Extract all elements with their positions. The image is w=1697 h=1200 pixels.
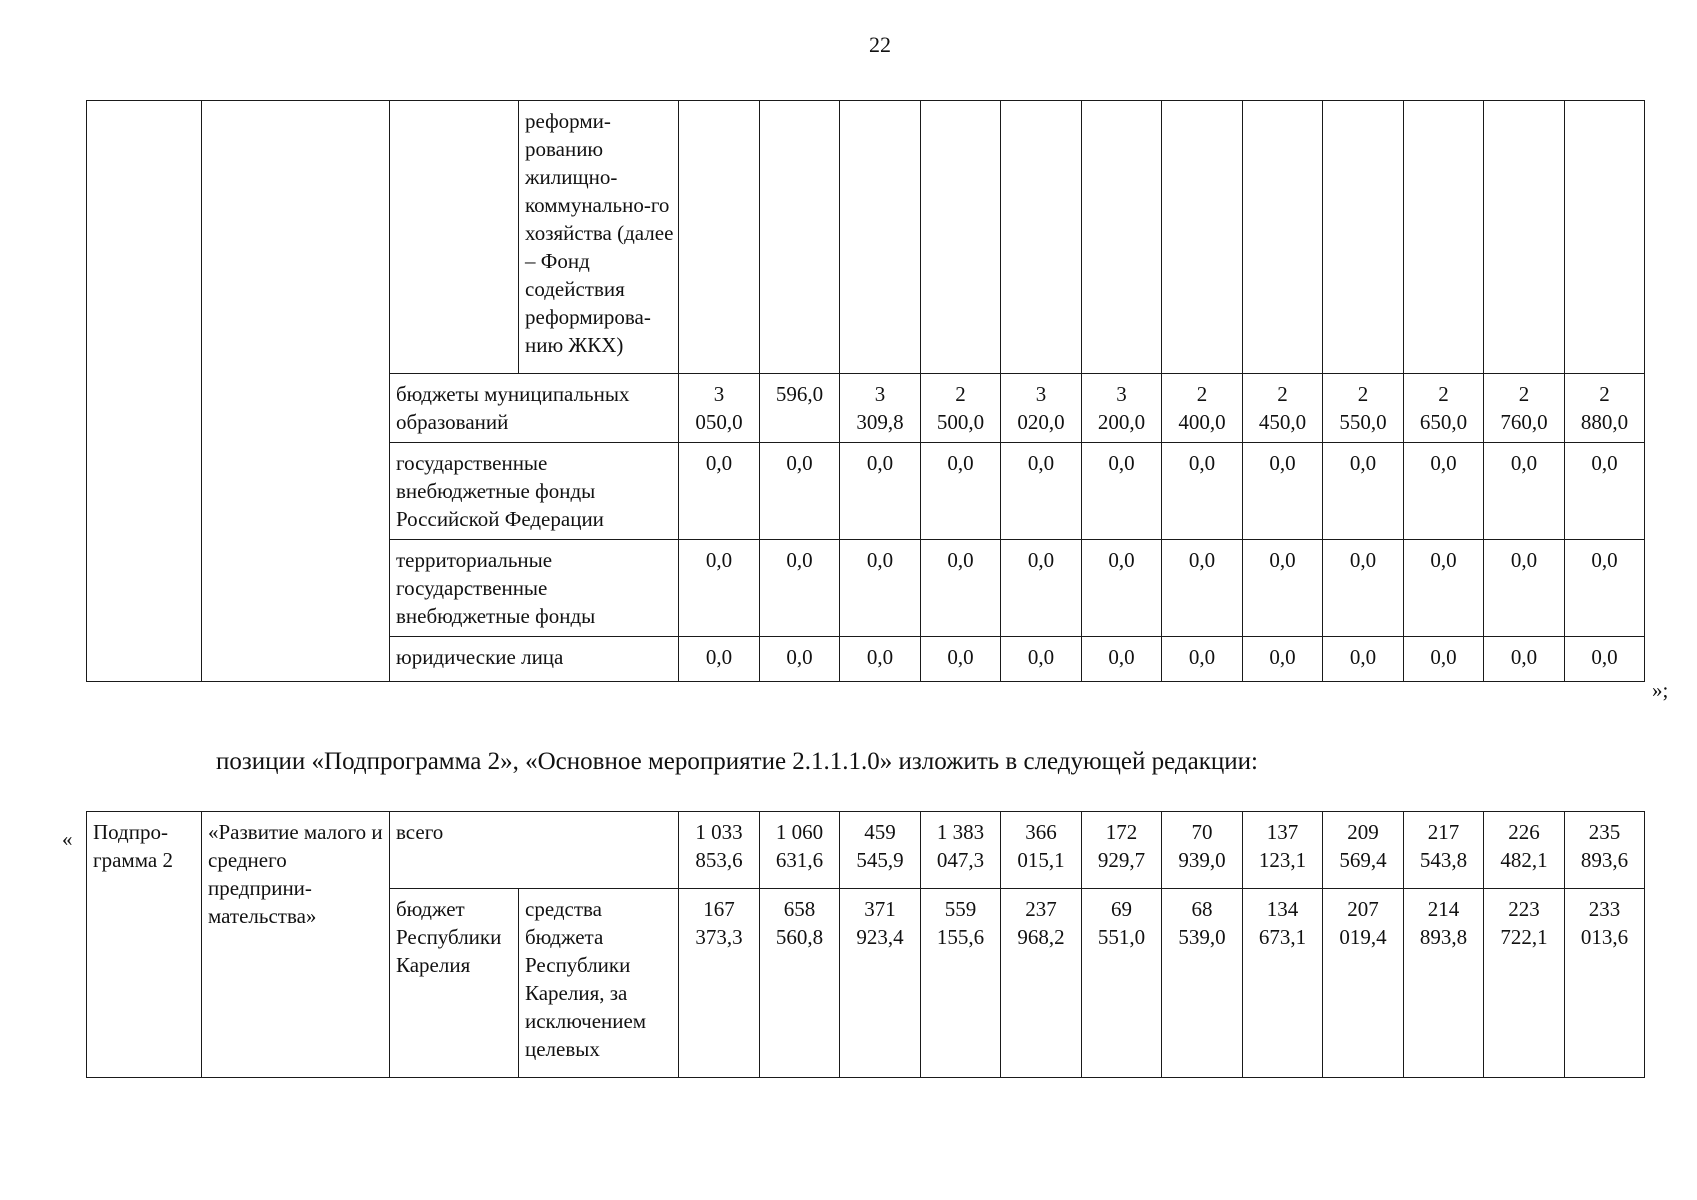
source-cell xyxy=(390,374,679,443)
value-line: 0,0 xyxy=(1349,451,1377,475)
value-line: 0,0 xyxy=(1027,645,1055,669)
value-cell xyxy=(1243,812,1323,889)
page-number: 22 xyxy=(869,32,891,57)
value-line: 550,0 xyxy=(1339,410,1387,434)
value-line: 366 xyxy=(1025,820,1057,844)
subprogram-name-cell xyxy=(87,812,202,1078)
value-cell xyxy=(1404,374,1484,443)
value-line: 207 xyxy=(1347,897,1379,921)
value-line: 0,0 xyxy=(1027,548,1055,572)
value-line: 893,8 xyxy=(1419,925,1468,949)
value-cell xyxy=(1243,443,1323,540)
value-line: 559 xyxy=(944,897,977,921)
value-line: 0,0 xyxy=(1591,645,1618,669)
value-line: 560,8 xyxy=(775,925,824,949)
value-line: 596,0 xyxy=(775,382,824,406)
value-cell xyxy=(921,540,1001,637)
value-cell xyxy=(921,812,1001,889)
value-line: 658 xyxy=(783,897,816,921)
empty-cell xyxy=(1162,101,1243,374)
value-cell xyxy=(1082,374,1162,443)
value-line: 0,0 xyxy=(1430,548,1457,572)
value-line: 0,0 xyxy=(786,645,813,669)
source-cell xyxy=(390,812,679,889)
value-cell xyxy=(840,540,921,637)
empty-cell xyxy=(1082,101,1162,374)
value-line: 134 xyxy=(1266,897,1299,921)
value-line: 233 xyxy=(1588,897,1621,921)
value-line: 880,0 xyxy=(1580,410,1629,434)
value-cell xyxy=(840,374,921,443)
value-line: 3 xyxy=(874,382,886,406)
value-cell xyxy=(1162,889,1243,1078)
value-line: 3 xyxy=(1035,382,1047,406)
value-line: 400,0 xyxy=(1178,410,1226,434)
value-line: 0,0 xyxy=(1188,548,1216,572)
value-line: 0,0 xyxy=(1108,645,1135,669)
value-cell xyxy=(679,637,760,682)
value-line: 226 xyxy=(1508,820,1540,844)
source-cell xyxy=(390,889,519,1078)
empty-cell xyxy=(390,101,519,374)
value-line: 0,0 xyxy=(1510,451,1538,475)
value-line: 543,8 xyxy=(1419,848,1468,872)
value-line: 0,0 xyxy=(1188,645,1216,669)
value-line: 237 xyxy=(1025,897,1057,921)
value-cell xyxy=(760,443,840,540)
value-cell xyxy=(1404,540,1484,637)
opening-quote: « xyxy=(62,827,73,851)
value-line: 1 383 xyxy=(936,820,985,844)
value-cell xyxy=(679,443,760,540)
value-cell xyxy=(1001,889,1082,1078)
value-line: 929,7 xyxy=(1097,848,1146,872)
table-row xyxy=(87,812,1645,889)
value-line: 0,0 xyxy=(1430,645,1457,669)
value-line: 172 xyxy=(1105,820,1138,844)
value-cell xyxy=(1243,889,1323,1078)
value-line: 923,4 xyxy=(856,925,904,949)
value-cell xyxy=(1404,637,1484,682)
source-cell xyxy=(390,637,679,682)
value-cell xyxy=(1484,889,1565,1078)
value-cell xyxy=(1323,540,1404,637)
empty-cell xyxy=(921,101,1001,374)
value-cell xyxy=(1001,540,1082,637)
value-line: 217 xyxy=(1427,820,1460,844)
value-line: 0,0 xyxy=(1188,451,1216,475)
value-cell xyxy=(679,812,760,889)
empty-cell xyxy=(1484,101,1565,374)
empty-cell xyxy=(202,101,390,682)
value-cell xyxy=(1484,637,1565,682)
value-cell xyxy=(921,889,1001,1078)
value-cell xyxy=(1484,374,1565,443)
value-line: 939,0 xyxy=(1178,848,1226,872)
empty-cell xyxy=(1001,101,1082,374)
value-line: 223 xyxy=(1508,897,1540,921)
value-cell xyxy=(1162,812,1243,889)
value-line: 155,6 xyxy=(936,925,985,949)
value-cell xyxy=(1001,443,1082,540)
instruction-text: позиции «Подпрограмма 2», «Основное мероприятие 2.1.1.1.0» изложить в следующей редакции: xyxy=(216,748,1258,775)
budget-table-continuation xyxy=(86,100,1645,682)
value-cell xyxy=(760,637,840,682)
value-cell xyxy=(1162,540,1243,637)
value-line: 0,0 xyxy=(705,645,733,669)
empty-cell xyxy=(840,101,921,374)
value-cell xyxy=(1484,443,1565,540)
value-line: 539,0 xyxy=(1178,925,1226,949)
value-line: 0,0 xyxy=(1108,548,1135,572)
value-cell xyxy=(1162,374,1243,443)
value-line: 200,0 xyxy=(1097,410,1146,434)
value-line: 0,0 xyxy=(1269,645,1296,669)
empty-cell xyxy=(1565,101,1645,374)
value-line: 0,0 xyxy=(947,451,974,475)
value-cell xyxy=(1001,374,1082,443)
value-line: 013,6 xyxy=(1580,925,1629,949)
value-cell xyxy=(1565,812,1645,889)
source-cell xyxy=(390,540,679,637)
value-line: 235 xyxy=(1588,820,1621,844)
value-line: 1 033 xyxy=(695,820,743,844)
value-cell xyxy=(1162,637,1243,682)
empty-cell xyxy=(1323,101,1404,374)
value-line: 167 xyxy=(703,897,735,921)
source-detail-cell xyxy=(519,889,679,1078)
value-cell xyxy=(1243,637,1323,682)
value-line: 0,0 xyxy=(1349,645,1377,669)
value-line: 722,1 xyxy=(1500,925,1548,949)
value-line: 0,0 xyxy=(786,548,813,572)
value-line: 214 xyxy=(1427,897,1460,921)
value-line: 631,6 xyxy=(775,848,824,872)
value-line: 853,6 xyxy=(695,848,743,872)
value-line: 2 xyxy=(1438,382,1449,406)
value-cell xyxy=(1484,812,1565,889)
table-row xyxy=(87,101,1645,374)
value-cell xyxy=(679,374,760,443)
value-line: 2 xyxy=(1196,382,1208,406)
value-line: 69 xyxy=(1111,897,1132,921)
value-cell xyxy=(760,374,840,443)
value-line: 0,0 xyxy=(705,548,733,572)
empty-cell xyxy=(1243,101,1323,374)
value-line: 459 xyxy=(864,820,896,844)
source-label: бюджет Республики Карелия xyxy=(396,897,502,977)
value-line: 0,0 xyxy=(1430,451,1457,475)
value-cell xyxy=(1323,637,1404,682)
empty-cell xyxy=(1404,101,1484,374)
value-line: 0,0 xyxy=(947,548,974,572)
empty-cell xyxy=(760,101,840,374)
value-line: 015,1 xyxy=(1017,848,1065,872)
value-line: 482,1 xyxy=(1500,848,1548,872)
value-cell xyxy=(1323,443,1404,540)
subprogram-name: Подпро-грамма 2 xyxy=(93,820,173,872)
value-line: 2 xyxy=(1599,382,1610,406)
value-cell xyxy=(760,540,840,637)
value-cell xyxy=(1565,443,1645,540)
value-cell xyxy=(1243,540,1323,637)
value-line: 0,0 xyxy=(866,548,894,572)
value-cell xyxy=(1565,637,1645,682)
value-cell xyxy=(1162,443,1243,540)
value-line: 569,4 xyxy=(1339,848,1387,872)
value-cell xyxy=(1082,637,1162,682)
value-line: 2 xyxy=(955,382,966,406)
subprogram-title-cell xyxy=(202,812,390,1078)
value-line: 2 xyxy=(1357,382,1369,406)
value-line: 2 xyxy=(1277,382,1288,406)
value-cell xyxy=(921,637,1001,682)
source-label: юридические лица xyxy=(396,645,564,669)
value-line: 0,0 xyxy=(866,645,894,669)
value-line: 70 xyxy=(1191,820,1213,844)
value-line: 0,0 xyxy=(786,451,813,475)
value-line: 373,3 xyxy=(695,925,743,949)
value-line: 0,0 xyxy=(705,451,733,475)
value-line: 0,0 xyxy=(1108,451,1135,475)
value-line: 0,0 xyxy=(1349,548,1377,572)
value-cell xyxy=(1323,812,1404,889)
value-line: 019,4 xyxy=(1339,925,1387,949)
source-detail-label: средства бюджета Республики Карелия, за исключением целевых xyxy=(525,897,647,1061)
value-line: 893,6 xyxy=(1580,848,1629,872)
value-cell xyxy=(1323,889,1404,1078)
value-line: 545,9 xyxy=(856,848,904,872)
source-cell xyxy=(390,443,679,540)
value-cell xyxy=(1082,443,1162,540)
value-line: 551,0 xyxy=(1097,925,1146,949)
value-line: 673,1 xyxy=(1258,925,1307,949)
value-cell xyxy=(1565,889,1645,1078)
value-cell xyxy=(840,812,921,889)
value-cell xyxy=(1404,889,1484,1078)
value-line: 0,0 xyxy=(947,645,974,669)
value-cell xyxy=(1243,374,1323,443)
value-cell xyxy=(760,812,840,889)
value-cell xyxy=(1404,443,1484,540)
value-line: 0,0 xyxy=(1591,451,1618,475)
value-line: 650,0 xyxy=(1419,410,1468,434)
value-line: 1 060 xyxy=(775,820,824,844)
value-cell xyxy=(1404,812,1484,889)
value-line: 0,0 xyxy=(1269,451,1296,475)
value-cell xyxy=(840,637,921,682)
value-line: 3 xyxy=(713,382,725,406)
value-cell xyxy=(1082,812,1162,889)
value-cell xyxy=(679,889,760,1078)
value-line: 0,0 xyxy=(1510,645,1538,669)
value-line: 209 xyxy=(1347,820,1379,844)
value-cell xyxy=(1484,540,1565,637)
empty-cell xyxy=(679,101,760,374)
value-cell xyxy=(1565,540,1645,637)
value-line: 0,0 xyxy=(1269,548,1296,572)
value-cell xyxy=(921,374,1001,443)
value-line: 0,0 xyxy=(866,451,894,475)
value-line: 2 xyxy=(1518,382,1530,406)
value-cell xyxy=(679,540,760,637)
value-cell xyxy=(921,443,1001,540)
value-cell xyxy=(1082,540,1162,637)
value-cell xyxy=(1001,637,1082,682)
subprogram-title: «Развитие малого и среднего предприни-мательства» xyxy=(208,820,383,928)
closing-quote: »; xyxy=(1652,678,1669,702)
value-line: 050,0 xyxy=(695,410,743,434)
continued-source-text: реформи-рованию жилищно-коммунально-го хозяйства (далее – Фонд содействия реформирова-нию ЖКХ) xyxy=(525,109,674,357)
value-line: 047,3 xyxy=(936,848,985,872)
value-line: 760,0 xyxy=(1500,410,1548,434)
value-cell xyxy=(760,889,840,1078)
value-line: 309,8 xyxy=(856,410,904,434)
source-label: территориальные государственные внебюджетные фонды xyxy=(396,548,596,628)
value-line: 0,0 xyxy=(1591,548,1618,572)
value-cell xyxy=(1001,812,1082,889)
source-label: бюджеты муниципальных образований xyxy=(396,382,630,434)
value-line: 450,0 xyxy=(1258,410,1307,434)
source-label: всего xyxy=(396,820,444,844)
value-line: 371 xyxy=(864,897,896,921)
value-line: 968,2 xyxy=(1017,925,1065,949)
value-line: 0,0 xyxy=(1510,548,1538,572)
value-line: 123,1 xyxy=(1258,848,1307,872)
continued-source-cell xyxy=(519,101,679,374)
value-cell xyxy=(1082,889,1162,1078)
value-line: 137 xyxy=(1266,820,1299,844)
value-cell xyxy=(1323,374,1404,443)
subprogram-2-table xyxy=(86,811,1645,1078)
source-label: государственные внебюджетные фонды Российской Федерации xyxy=(396,451,604,531)
empty-cell xyxy=(87,101,202,682)
value-line: 500,0 xyxy=(936,410,985,434)
value-line: 0,0 xyxy=(1027,451,1055,475)
value-cell xyxy=(840,443,921,540)
value-line: 3 xyxy=(1116,382,1127,406)
value-cell xyxy=(840,889,921,1078)
value-cell xyxy=(1565,374,1645,443)
value-line: 020,0 xyxy=(1017,410,1065,434)
value-line: 68 xyxy=(1191,897,1213,921)
